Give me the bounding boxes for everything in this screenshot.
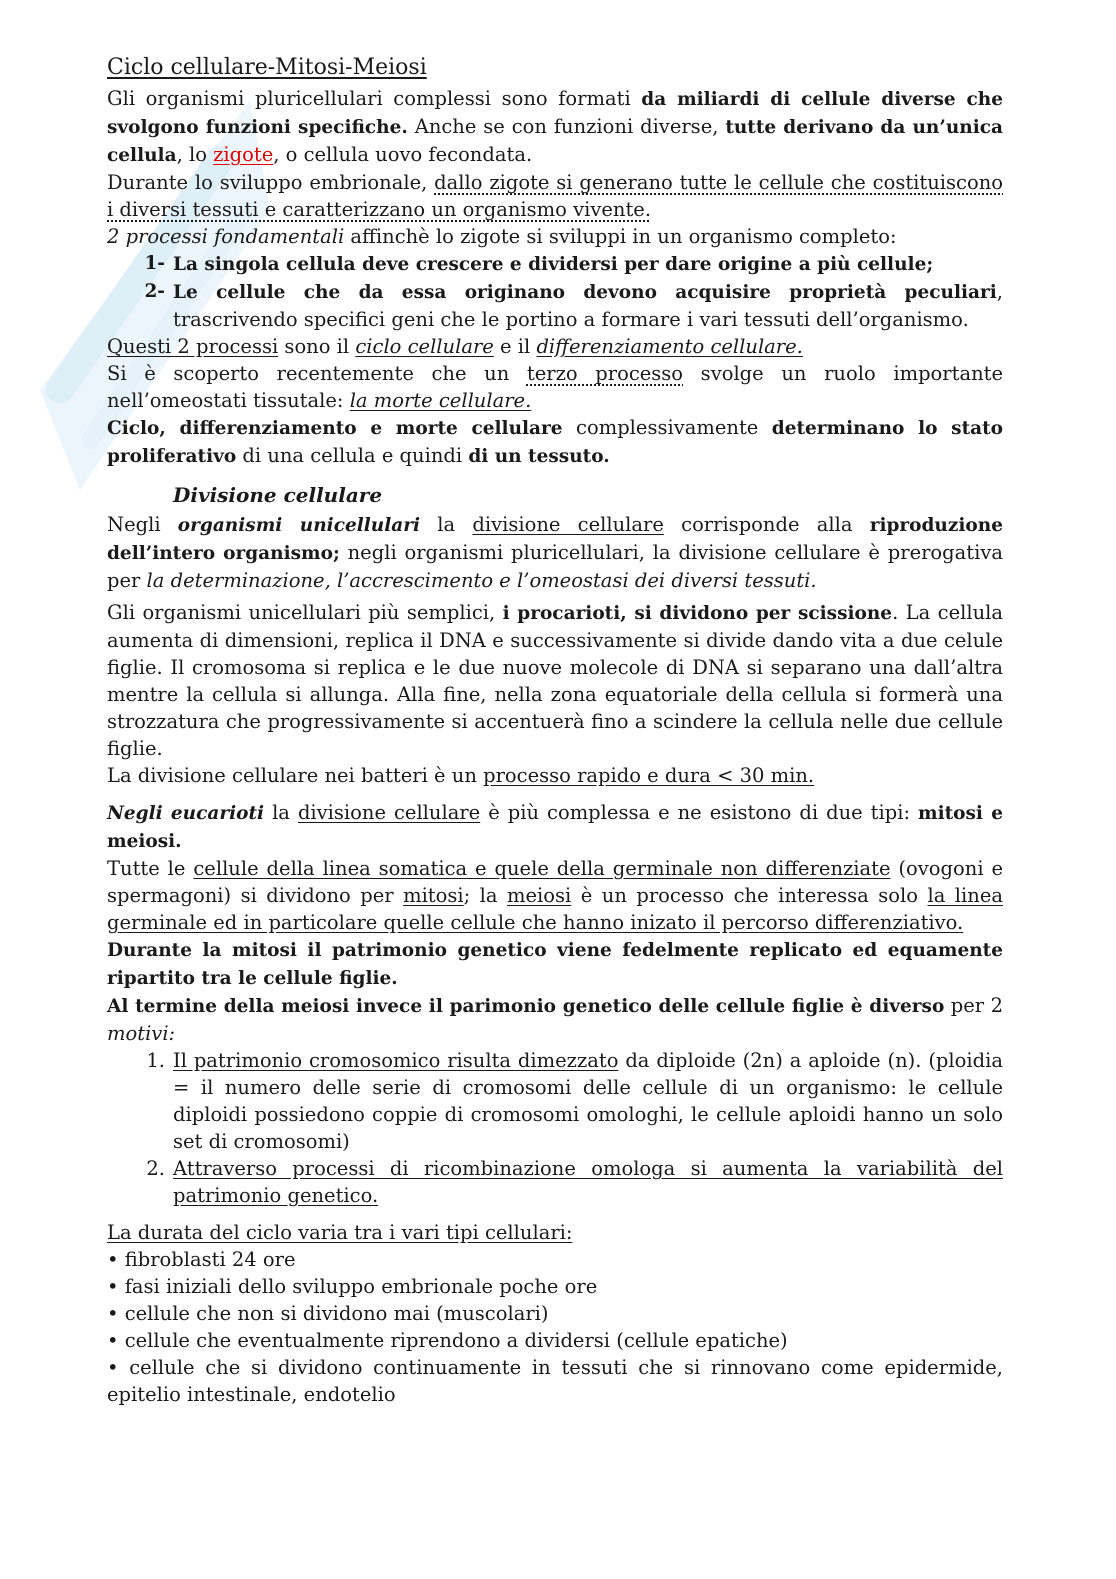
document-page (107, 54, 1003, 1408)
list-item: 2. Attraverso processi di ricombinazione omologa si aumenta la variabilità del patrimonio genetico. (146, 1157, 1003, 1207)
paragraph-mitosis: Durante la mitosi il patrimonio genetico viene fedelmente replicato ed equamente ripartito tra le cellule figlie. (107, 940, 1003, 989)
list-item: • fasi iniziali dello sviluppo embrionale poche ore (107, 1275, 598, 1298)
zigote-link: zigote (213, 143, 274, 166)
paragraph-two-processes: 2 processi fondamentali affinchè lo zigote si sviluppi in un organismo completo: (107, 225, 897, 248)
list-item: 2- Le cellule che da essa originano devono acquisire proprietà peculiari, trascrivendo specifici geni che le portino a formare i vari tessuti dell’organismo. (144, 280, 1003, 331)
paragraph-cycle-duration: La durata del ciclo varia tra i vari tipi cellulari: (107, 1221, 573, 1244)
paragraph-processes: Questi 2 processi sono il ciclo cellulare e il differenziamento cellulare. (107, 335, 803, 358)
list-item: • cellule che eventualmente riprendono a dividersi (cellule epatiche) (107, 1329, 788, 1352)
paragraph-bacteria: La divisione cellulare nei batteri è un processo rapido e dura < 30 min. (107, 764, 815, 787)
paragraph-embryonic: Durante lo sviluppo embrionale, dallo zigote si generano tutte le cellule che costituiscono i diversi tessuti e caratterizzano un organismo vivente. (107, 171, 1003, 221)
paragraph-prokaryotes: Gli organismi unicellulari più semplici, i procarioti, si dividono per scissione. La cellula aumenta di dimensioni, replica il DNA e successivamente si divide dando vita a due celule figlie. Il cromosoma si replica e le due nuove molecole di DNA si separano una dall’altra mentre la cellula si allunga. Alla fine, nella zona equatoriale della cellula si formerà una strozzatura che progressivamente si accentuerà fino a scindere la cellula nelle due cellule figlie. (107, 601, 1003, 760)
paragraph-proliferative: Ciclo, differenziamento e morte cellulare complessivamente determinano lo stato proliferativo di una cellula e quindi di un tessuto. (107, 416, 1003, 467)
paragraph-division: Negli organismi unicellulari la divisione cellulare corrisponde alla riproduzione dell’intero organismo; negli organismi pluricellulari, la divisione cellulare è prerogativa per la determinazione, l’accrescimento e l’omeostasi dei diversi tessuti. (107, 513, 1003, 592)
paragraph-third-process: Si è scoperto recentemente che un terzo processo svolge un ruolo importante nell’omeostati tissutale: la morte cellulare. (107, 362, 1004, 412)
paragraph-meiosis: Al termine della meiosi invece il parimonio genetico delle cellule figlie è diverso per 2 motivi: (107, 994, 1003, 1045)
list-item: • cellule che si dividono continuamente in tessuti che si rinnovano come epidermide, epitelio intestinale, endotelio (107, 1356, 1003, 1406)
paragraph-intro: Gli organismi pluricellulari complessi sono formati da miliardi di cellule diverse che svolgono funzioni specifiche. Anche se con funzioni diverse, tutte derivano da un’unica cellula, lo zigote, o cellula uovo fecondata. (107, 87, 1003, 166)
section-heading: Divisione cellulare (173, 483, 383, 507)
list-item: • fibroblasti 24 ore (107, 1248, 296, 1271)
process-list (107, 250, 1003, 333)
list-item: 1- La singola cellula deve crescere e dividersi per dare origine a più cellule; (144, 253, 934, 275)
page-title: Ciclo cellulare-Mitosi-Meiosi (107, 55, 427, 80)
meiosis-reasons-list (107, 1047, 1003, 1209)
list-item: • cellule che non si dividono mai (muscolari) (107, 1302, 549, 1325)
paragraph-somatic: Tutte le cellule della linea somatica e quele della germinale non differenziate (ovogoni e spermagoni) si dividono per mitosi; la meiosi è un processo che interessa solo la linea germinale ed in particolare quelle cellule che hanno inizato il percorso differenziativo. (107, 857, 1003, 934)
paragraph-eukaryotes: Negli eucarioti la divisione cellulare è più complessa e ne esistono di due tipi: mitosi e meiosi. (107, 801, 1003, 852)
list-item: 1. Il patrimonio cromosomico risulta dimezzato da diploide (2n) a aploide (n). (ploidia = il numero delle serie di cromosomi delle cellule di un organismo: le cellule diploidi possiedono coppie di cromosomi omologhi, le cellule aploidi hanno un solo set di cromosomi) (146, 1049, 1003, 1153)
bullet-list (107, 1246, 1003, 1408)
